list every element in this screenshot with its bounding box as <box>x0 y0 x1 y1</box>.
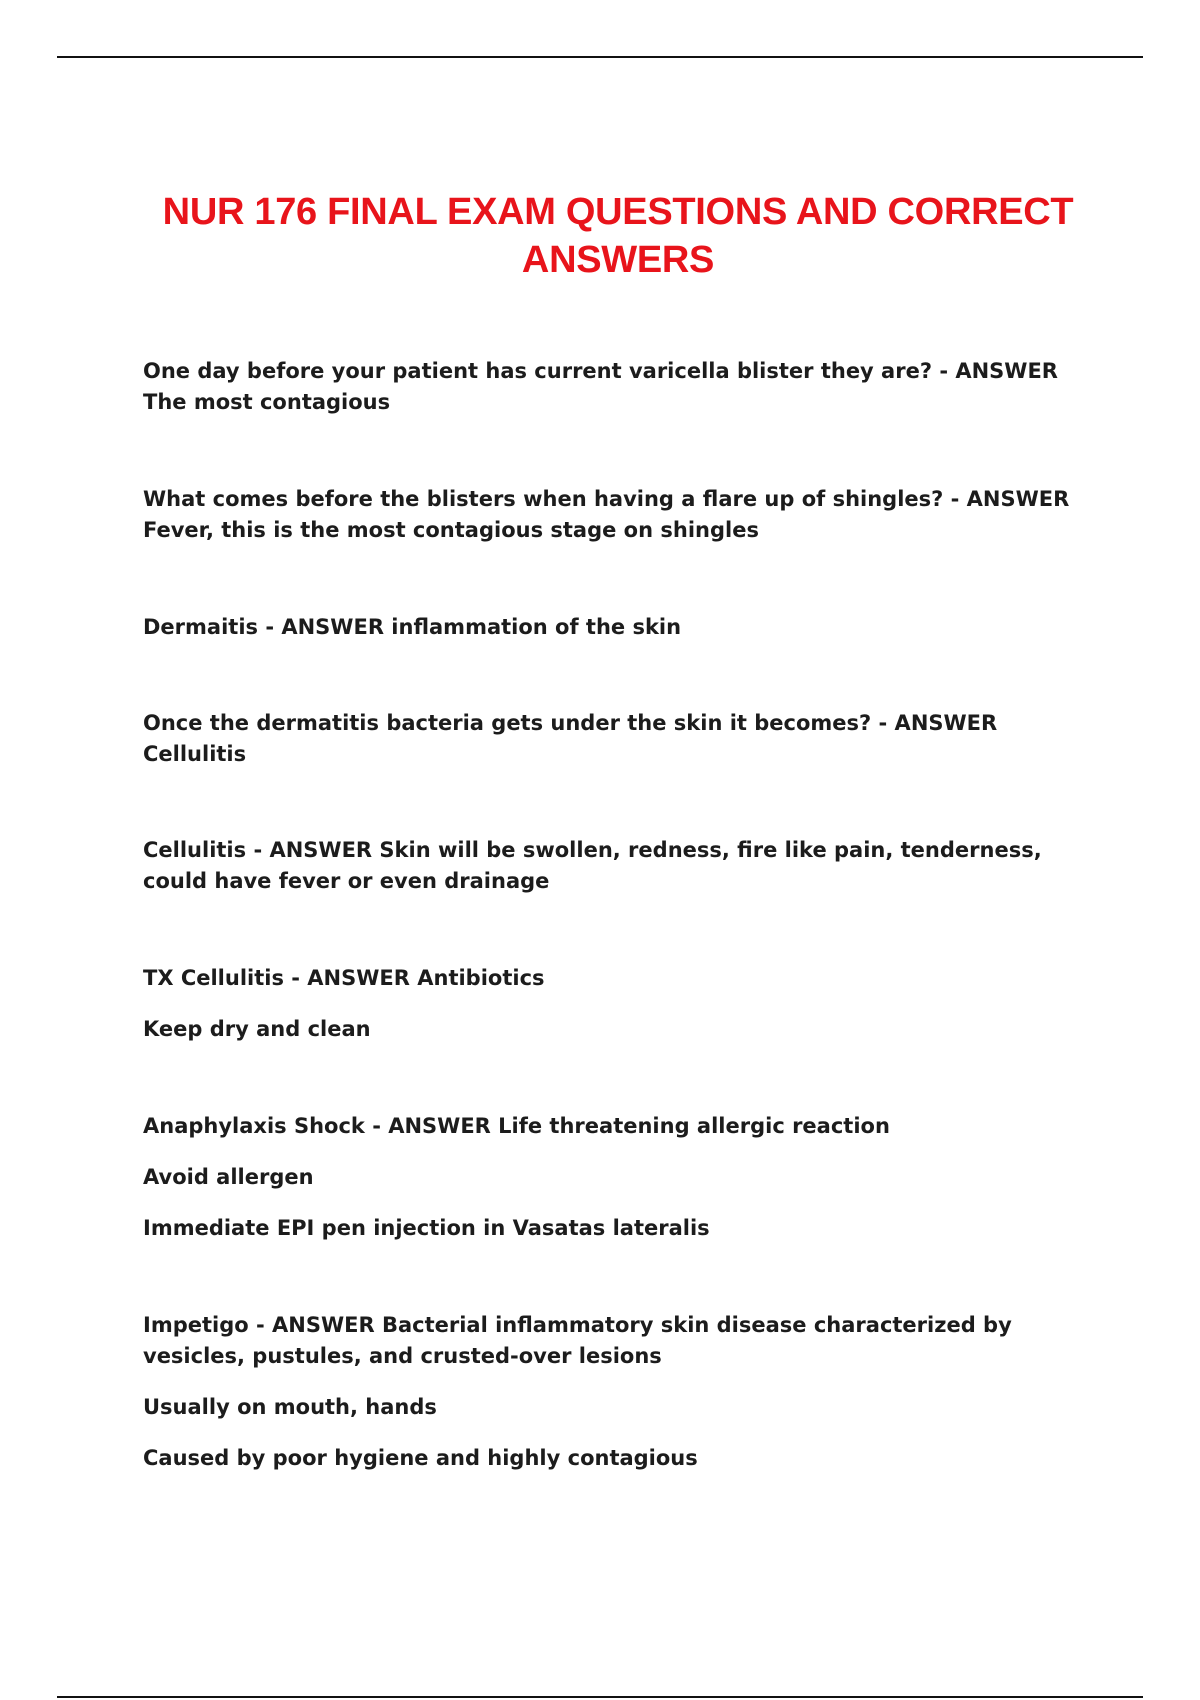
qa-text: What comes before the blisters when having a flare up of shingles? - ANSWER Fever, this is the most contagious stage on shingles <box>143 487 1070 542</box>
qa-subline: Immediate EPI pen injection in Vasatas lateralis <box>143 1216 710 1240</box>
qa-entry-cellulitis <box>143 835 1098 897</box>
qa-entry-varicella <box>143 356 1098 418</box>
qa-text: TX Cellulitis - ANSWER Antibiotics <box>143 966 545 990</box>
qa-entry-dermatitis-bacteria <box>143 708 1098 770</box>
qa-subline: Usually on mouth, hands <box>143 1395 437 1419</box>
qa-entry-dermatitis <box>143 612 1098 643</box>
qa-entry-impetigo <box>143 1310 1098 1474</box>
qa-subline: Keep dry and clean <box>143 1017 371 1041</box>
header-rule <box>57 56 1143 58</box>
qa-subline: Avoid allergen <box>143 1165 314 1189</box>
qa-text: Once the dermatitis bacteria gets under the skin it becomes? - ANSWER Cellulitis <box>143 711 998 766</box>
qa-text: Cellulitis - ANSWER Skin will be swollen, redness, fire like pain, tenderness, could have fever or even drainage <box>143 838 1042 893</box>
qa-entry-shingles <box>143 484 1098 546</box>
qa-text: One day before your patient has current varicella blister they are? - ANSWER The most contagious <box>143 359 1058 414</box>
qa-text: Dermaitis - ANSWER inflammation of the skin <box>143 615 682 639</box>
qa-entry-anaphylaxis <box>143 1111 1098 1244</box>
qa-text: Impetigo - ANSWER Bacterial inflammatory skin disease characterized by vesicles, pustules, and crusted-over lesions <box>143 1313 1012 1368</box>
qa-text: Anaphylaxis Shock - ANSWER Life threatening allergic reaction <box>143 1114 890 1138</box>
footer-rule <box>57 1696 1143 1698</box>
qa-entry-tx-cellulitis <box>143 963 1098 1045</box>
qa-subline: Caused by poor hygiene and highly contagious <box>143 1446 698 1470</box>
document-title: NUR 176 FINAL EXAM QUESTIONS AND CORRECT ANSWERS <box>162 191 1074 281</box>
qa-list <box>143 356 1098 1540</box>
